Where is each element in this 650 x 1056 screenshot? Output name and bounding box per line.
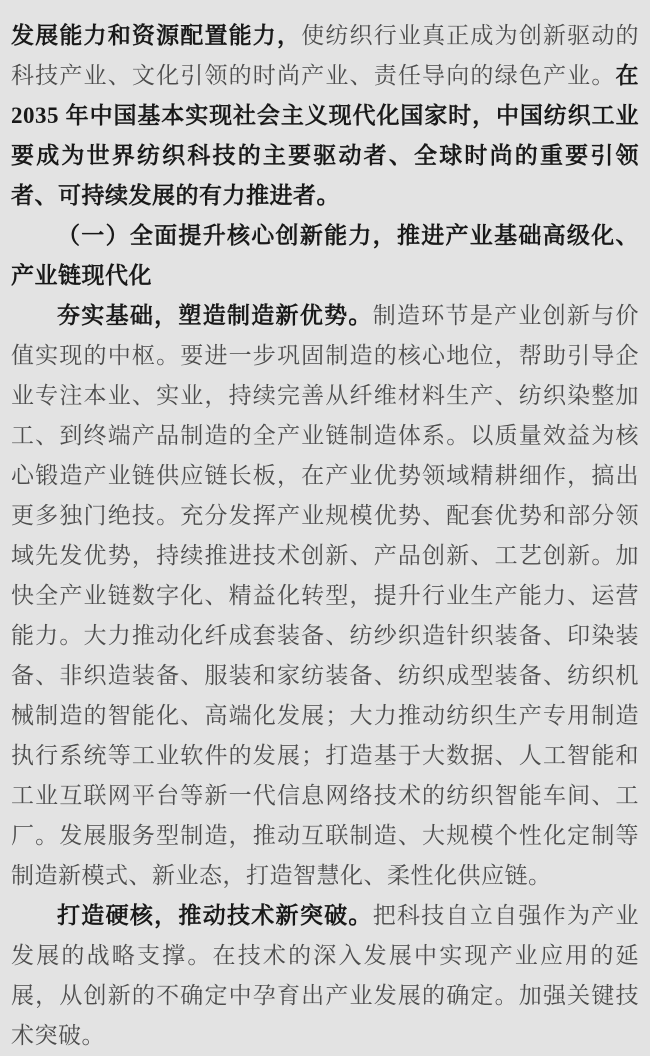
paragraph	[11, 896, 639, 1056]
text-run: 使纺织行业真正成为创新驱动的科技产业、文化引领的时尚产业、责任导向的绿色产业。	[11, 23, 640, 88]
bold-text-run: 夯实基础，塑造制造新优势。	[57, 303, 373, 328]
paragraph	[11, 216, 639, 296]
bold-text-run: 在 2035 年中国基本实现社会主义现代化国家时，中国纺织工业要成为世界纺织科技的主要驱动者、全球时尚的重要引领者、可持续发展的有力推进者。	[11, 63, 639, 208]
text-run: 把科技自立自强作为产业发展的战略支撑。在技术的深入发展中实现产业应用的延展，从创新的不确定中孕育出产业发展的确定。加强关键技术突破。	[11, 903, 640, 1048]
paragraph	[11, 16, 639, 216]
paragraph	[11, 296, 639, 896]
text-run: 制造环节是产业创新与价值实现的中枢。要进一步巩固制造的核心地位，帮助引导企业专注本业、实业，持续完善从纤维材料生产、纺织染整加工、到终端产品制造的全产业链制造体系。以质量效益为核心锻造产业链供应链长板，在产业优势领域精耕细作，搞出更多独门绝技。充分发挥产业规模优势、配套优势和部分领域先发优势，持续推进技术创新、产品创新、工艺创新。加快全产业链数字化、精益化转型，提升行业生产能力、运营能力。大力推动化纤成套装备、纺纱织造针织装备、印染装备、非织造装备、服装和家纺装备、纺织成型装备、纺织机械制造的智能化、高端化发展；大力推动纺织生产专用制造执行系统等工业软件的发展；打造基于大数据、人工智能和工业互联网平台等新一代信息网络技术的纺织智能车间、工厂。发展服务型制造，推动互联制造、大规模个性化定制等制造新模式、新业态，打造智慧化、柔性化供应链。	[11, 303, 640, 888]
bold-text-run: 发展能力和资源配置能力，	[11, 23, 302, 48]
document-body	[11, 16, 639, 1056]
bold-text-run: （一）全面提升核心创新能力，推进产业基础高级化、产业链现代化	[11, 223, 639, 288]
bold-text-run: 打造硬核，推动技术新突破。	[57, 903, 373, 928]
